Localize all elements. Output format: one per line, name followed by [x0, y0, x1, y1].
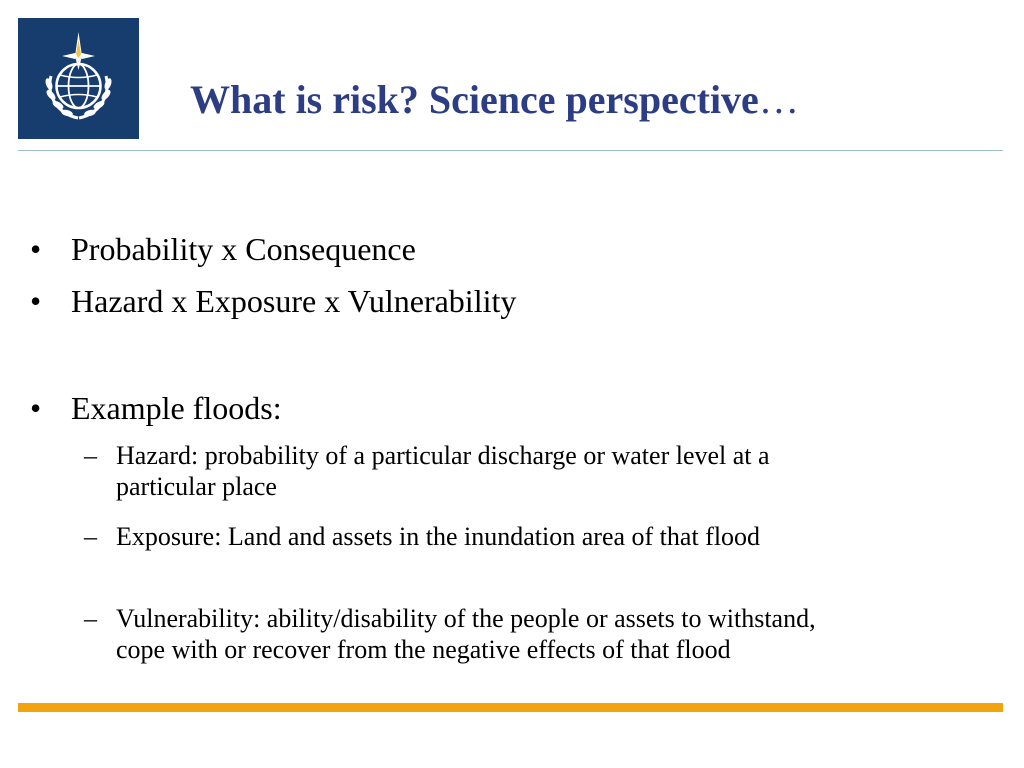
- wmo-emblem-icon: [18, 18, 139, 139]
- bullet-marker: •: [30, 283, 42, 319]
- sub-marker: –: [84, 604, 97, 633]
- bullet-marker: •: [30, 231, 42, 267]
- sub-marker: –: [84, 522, 97, 551]
- bullet-marker: •: [30, 390, 42, 426]
- bullet-text: Hazard x Exposure x Vulnerability: [71, 283, 517, 319]
- wmo-logo: [18, 18, 139, 139]
- slide-title-text: What is risk? Science perspective: [190, 77, 759, 122]
- slide-title: [190, 76, 799, 124]
- sub-text: Vulnerability: ability/disability of the people or assets to withstand, cope with or recover from the negative effects of that flood: [116, 604, 816, 664]
- sub-text: Hazard: probability of a particular discharge or water level at a particular place: [116, 441, 770, 501]
- title-ellipsis: …: [758, 77, 799, 122]
- bullet-text: Example floods:: [71, 390, 282, 426]
- footer-accent-bar: [18, 703, 1003, 712]
- sub-text: Exposure: Land and assets in the inundation area of that flood: [116, 522, 761, 551]
- header-divider: [18, 150, 1003, 151]
- sub-marker: –: [84, 441, 97, 470]
- bullet-text: Probability x Consequence: [71, 231, 416, 267]
